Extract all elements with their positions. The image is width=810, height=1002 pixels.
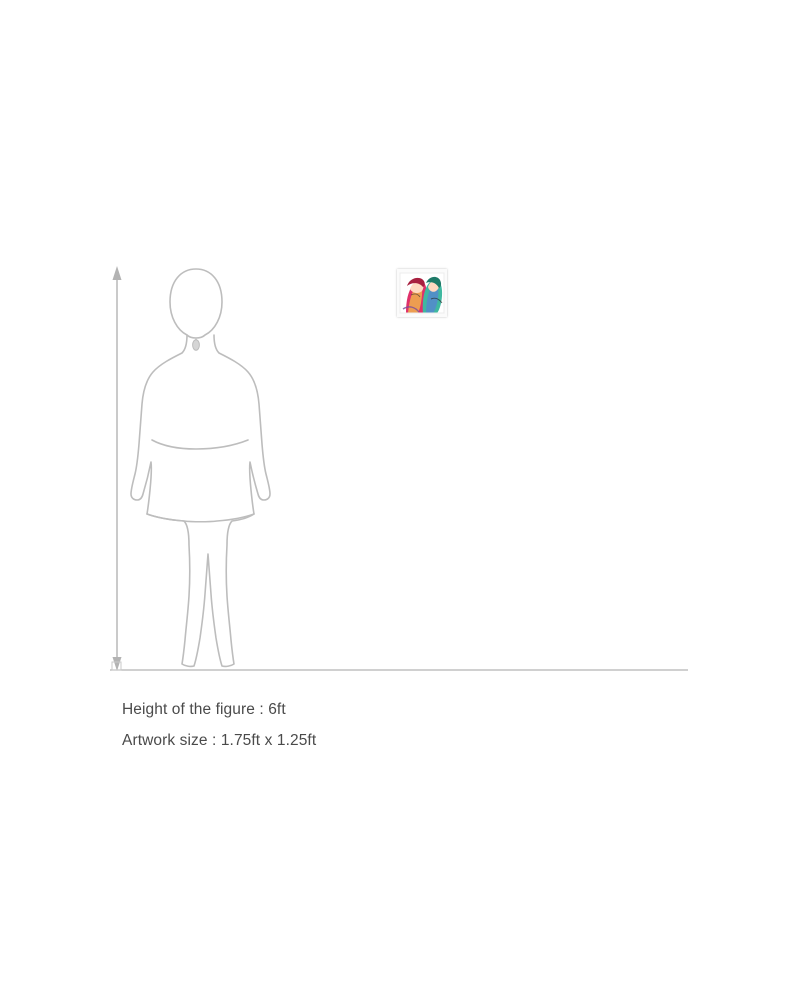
caption-figure-height: Height of the figure : 6ft <box>122 701 286 718</box>
ground-line <box>110 662 688 670</box>
artwork-image <box>397 269 447 317</box>
caption-block <box>122 694 682 756</box>
human-figure-silhouette <box>131 269 270 666</box>
height-measure-arrow <box>113 266 122 671</box>
caption-artwork-size: Artwork size : 1.75ft x 1.25ft <box>122 732 317 749</box>
framed-artwork-thumbnail <box>397 269 447 317</box>
